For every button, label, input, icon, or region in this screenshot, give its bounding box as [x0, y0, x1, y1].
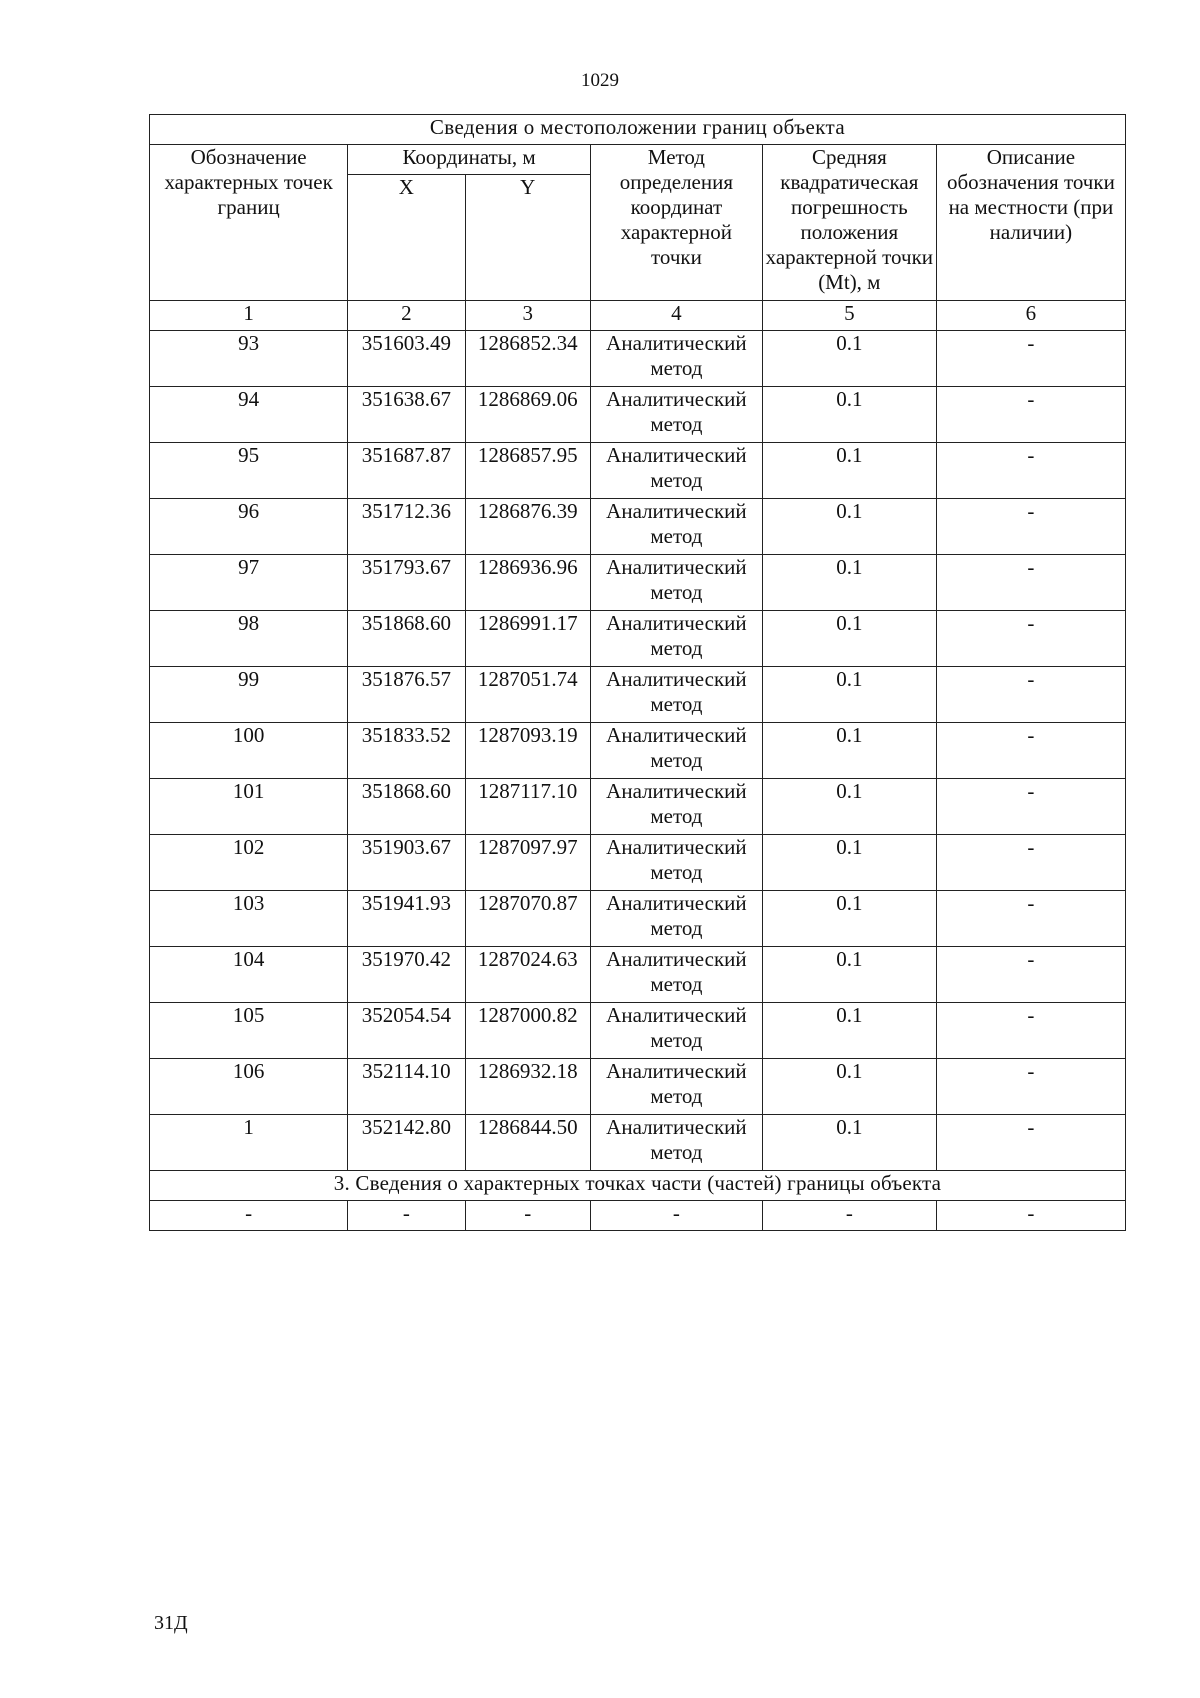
- description-cell: -: [936, 555, 1125, 611]
- table-row: [150, 779, 1126, 835]
- description-cell: -: [936, 499, 1125, 555]
- header-description: Описание обозначения точки на местности (при наличии): [936, 145, 1125, 301]
- column-number: 6: [936, 301, 1125, 331]
- point-cell: 93: [150, 331, 348, 387]
- x-coordinate-cell: 351687.87: [348, 443, 465, 499]
- method-cell: Аналитический метод: [590, 891, 762, 947]
- method-cell: Аналитический метод: [590, 387, 762, 443]
- y-coordinate-cell: 1286857.95: [465, 443, 590, 499]
- error-cell: 0.1: [762, 443, 936, 499]
- section3-title: 3. Сведения о характерных точках части (частей) границы объекта: [150, 1171, 1126, 1201]
- x-coordinate-cell: 351868.60: [348, 779, 465, 835]
- method-cell: Аналитический метод: [590, 947, 762, 1003]
- header-y: Y: [465, 175, 590, 301]
- y-coordinate-cell: 1286844.50: [465, 1115, 590, 1171]
- error-cell: 0.1: [762, 611, 936, 667]
- description-cell: -: [936, 947, 1125, 1003]
- y-coordinate-cell: 1287024.63: [465, 947, 590, 1003]
- point-cell: 96: [150, 499, 348, 555]
- y-coordinate-cell: 1286936.96: [465, 555, 590, 611]
- description-cell: -: [936, 723, 1125, 779]
- y-coordinate-cell: 1287051.74: [465, 667, 590, 723]
- y-coordinate-cell: 1287117.10: [465, 779, 590, 835]
- x-coordinate-cell: 351941.93: [348, 891, 465, 947]
- section3-cell: -: [590, 1201, 762, 1231]
- page-number: 1029: [581, 70, 619, 91]
- method-cell: Аналитический метод: [590, 1003, 762, 1059]
- y-coordinate-cell: 1286991.17: [465, 611, 590, 667]
- method-cell: Аналитический метод: [590, 1115, 762, 1171]
- point-cell: 1: [150, 1115, 348, 1171]
- y-coordinate-cell: 1287093.19: [465, 723, 590, 779]
- x-coordinate-cell: 352114.10: [348, 1059, 465, 1115]
- error-cell: 0.1: [762, 947, 936, 1003]
- x-coordinate-cell: 351638.67: [348, 387, 465, 443]
- table-title: Сведения о местоположении границ объекта: [150, 115, 1126, 145]
- header-row: [150, 145, 1126, 175]
- column-number-row: [150, 301, 1126, 331]
- table-row: [150, 1059, 1126, 1115]
- point-cell: 102: [150, 835, 348, 891]
- y-coordinate-cell: 1287097.97: [465, 835, 590, 891]
- column-number: 3: [465, 301, 590, 331]
- point-cell: 103: [150, 891, 348, 947]
- y-coordinate-cell: 1286876.39: [465, 499, 590, 555]
- point-cell: 100: [150, 723, 348, 779]
- point-cell: 95: [150, 443, 348, 499]
- header-error: Средняя квадратическая погрешность положения характерной точки (Mt), м: [762, 145, 936, 301]
- description-cell: -: [936, 387, 1125, 443]
- table-row: [150, 499, 1126, 555]
- footer-code: 31Д: [154, 1612, 188, 1634]
- method-cell: Аналитический метод: [590, 723, 762, 779]
- y-coordinate-cell: 1286932.18: [465, 1059, 590, 1115]
- description-cell: -: [936, 667, 1125, 723]
- x-coordinate-cell: 352142.80: [348, 1115, 465, 1171]
- table-row: [150, 387, 1126, 443]
- section3-cell: -: [762, 1201, 936, 1231]
- table-row: [150, 611, 1126, 667]
- description-cell: -: [936, 1059, 1125, 1115]
- table-row: [150, 667, 1126, 723]
- method-cell: Аналитический метод: [590, 611, 762, 667]
- error-cell: 0.1: [762, 723, 936, 779]
- table-title-row: [150, 115, 1126, 145]
- section3-cell: -: [348, 1201, 465, 1231]
- x-coordinate-cell: 351793.67: [348, 555, 465, 611]
- description-cell: -: [936, 835, 1125, 891]
- method-cell: Аналитический метод: [590, 331, 762, 387]
- column-number: 5: [762, 301, 936, 331]
- x-coordinate-cell: 351712.36: [348, 499, 465, 555]
- section3-title-row: [150, 1171, 1126, 1201]
- x-coordinate-cell: 351970.42: [348, 947, 465, 1003]
- x-coordinate-cell: 351603.49: [348, 331, 465, 387]
- error-cell: 0.1: [762, 499, 936, 555]
- column-number: 2: [348, 301, 465, 331]
- point-cell: 98: [150, 611, 348, 667]
- method-cell: Аналитический метод: [590, 835, 762, 891]
- error-cell: 0.1: [762, 331, 936, 387]
- description-cell: -: [936, 1003, 1125, 1059]
- boundary-coordinates-table: [149, 114, 1126, 1231]
- error-cell: 0.1: [762, 891, 936, 947]
- error-cell: 0.1: [762, 779, 936, 835]
- x-coordinate-cell: 351868.60: [348, 611, 465, 667]
- table-row: [150, 555, 1126, 611]
- table-row: [150, 443, 1126, 499]
- y-coordinate-cell: 1286852.34: [465, 331, 590, 387]
- x-coordinate-cell: 352054.54: [348, 1003, 465, 1059]
- error-cell: 0.1: [762, 835, 936, 891]
- error-cell: 0.1: [762, 1059, 936, 1115]
- description-cell: -: [936, 443, 1125, 499]
- y-coordinate-cell: 1287000.82: [465, 1003, 590, 1059]
- header-point: Обозначение характерных точек границ: [150, 145, 348, 301]
- y-coordinate-cell: 1287070.87: [465, 891, 590, 947]
- header-coordinates: Координаты, м: [348, 145, 591, 175]
- description-cell: -: [936, 779, 1125, 835]
- table-row: [150, 947, 1126, 1003]
- description-cell: -: [936, 891, 1125, 947]
- table-row: [150, 891, 1126, 947]
- header-x: X: [348, 175, 465, 301]
- x-coordinate-cell: 351903.67: [348, 835, 465, 891]
- error-cell: 0.1: [762, 1003, 936, 1059]
- error-cell: 0.1: [762, 387, 936, 443]
- table-row: [150, 835, 1126, 891]
- method-cell: Аналитический метод: [590, 499, 762, 555]
- description-cell: -: [936, 611, 1125, 667]
- point-cell: 106: [150, 1059, 348, 1115]
- error-cell: 0.1: [762, 667, 936, 723]
- point-cell: 105: [150, 1003, 348, 1059]
- column-number: 4: [590, 301, 762, 331]
- table-row: [150, 331, 1126, 387]
- point-cell: 94: [150, 387, 348, 443]
- description-cell: -: [936, 331, 1125, 387]
- method-cell: Аналитический метод: [590, 1059, 762, 1115]
- section3-cell: -: [936, 1201, 1125, 1231]
- point-cell: 99: [150, 667, 348, 723]
- header-method: Метод определения координат характерной точки: [590, 145, 762, 301]
- point-cell: 104: [150, 947, 348, 1003]
- section3-cell: -: [465, 1201, 590, 1231]
- method-cell: Аналитический метод: [590, 443, 762, 499]
- method-cell: Аналитический метод: [590, 667, 762, 723]
- table-row: [150, 1115, 1126, 1171]
- description-cell: -: [936, 1115, 1125, 1171]
- table-row: [150, 723, 1126, 779]
- error-cell: 0.1: [762, 555, 936, 611]
- method-cell: Аналитический метод: [590, 779, 762, 835]
- x-coordinate-cell: 351833.52: [348, 723, 465, 779]
- point-cell: 97: [150, 555, 348, 611]
- point-cell: 101: [150, 779, 348, 835]
- table-row: [150, 1003, 1126, 1059]
- method-cell: Аналитический метод: [590, 555, 762, 611]
- error-cell: 0.1: [762, 1115, 936, 1171]
- section3-row: [150, 1201, 1126, 1231]
- section3-cell: -: [150, 1201, 348, 1231]
- x-coordinate-cell: 351876.57: [348, 667, 465, 723]
- y-coordinate-cell: 1286869.06: [465, 387, 590, 443]
- column-number: 1: [150, 301, 348, 331]
